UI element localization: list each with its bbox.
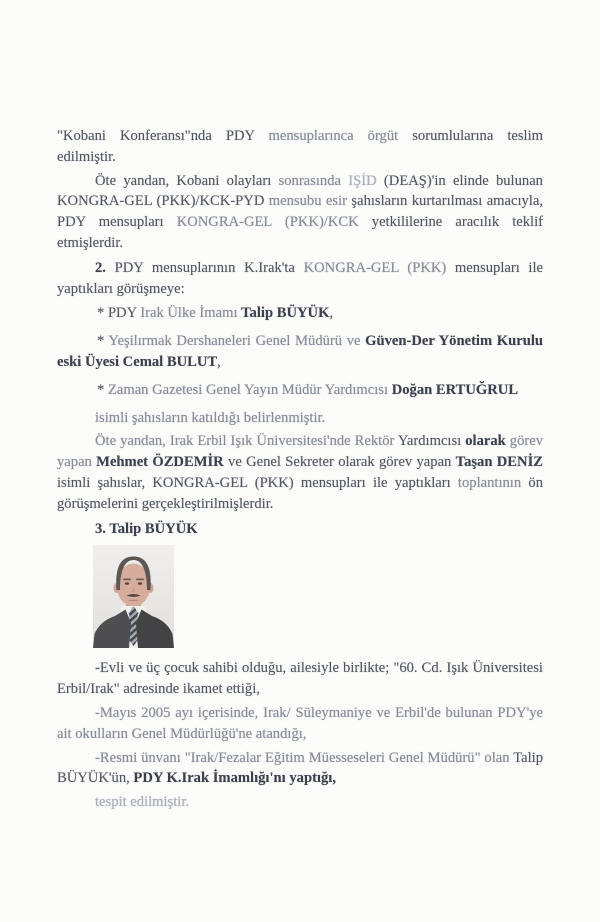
text-run: şahısların kurtarılması amacıyla, PDY mensupları bbox=[57, 193, 544, 231]
text-run: Güven-Der Yönetim Kurulu eski Üyesi Cemal BULUT bbox=[57, 333, 544, 370]
paragraph-participants-identified bbox=[57, 408, 543, 429]
text-run: Talip BÜYÜK'ün, bbox=[57, 749, 543, 787]
heading-item-3-talip-buyuk bbox=[57, 519, 543, 540]
text-run: Irak Ülke İmamı bbox=[140, 305, 242, 322]
text-run: görev yapan bbox=[57, 433, 543, 471]
paragraph-conclusion-tespit bbox=[57, 792, 543, 813]
text-run: * PDY bbox=[97, 305, 141, 322]
text-run: IŞİD bbox=[348, 172, 384, 189]
text-run: Taşan DENİZ bbox=[455, 454, 543, 471]
text-run: 3. Talip BÜYÜK bbox=[95, 520, 198, 537]
text-run: KONGRA-GEL (PKK)/KCK bbox=[176, 214, 372, 231]
paragraph-kobani-handover bbox=[57, 126, 543, 168]
text-run: tespit edilmiştir. bbox=[95, 794, 190, 811]
bullet-item-cemal-bulut bbox=[57, 331, 543, 373]
text-run: PDY K.Irak İmamlığı'nı yaptığı, bbox=[133, 770, 336, 787]
text-run: ve Genel Sekreter olarak görev yapan bbox=[228, 454, 456, 471]
text-run: PDY mensuplarının K.Irak'ta bbox=[114, 259, 304, 276]
text-run: Öte yandan, Kobani olayları bbox=[95, 172, 279, 189]
text-run: mensubu esir bbox=[268, 193, 352, 210]
heading-item-2 bbox=[57, 258, 543, 300]
text-run: 2. bbox=[95, 259, 115, 276]
paragraph-family-residence bbox=[57, 658, 543, 700]
text-run: isimli şahısların katıldığı belirlenmiştir. bbox=[95, 409, 326, 426]
paragraph-ozdemir-deniz-meeting bbox=[57, 431, 543, 514]
text-run: "Kobani Konferansı"nda PDY bbox=[57, 128, 269, 144]
text-run: sorumlularına teslim edilmiştir. bbox=[57, 128, 543, 165]
text-run: -Mayıs 2005 ayı içerisinde, Irak/ Süleymaniye ve Erbil'de bulunan PDY'ye ait okulların Genel Müdürlüğü'ne atandığı, bbox=[57, 704, 543, 742]
bullet-item-dogan-ertugrul bbox=[57, 380, 543, 401]
text-run: Yardımcısı bbox=[397, 433, 466, 450]
text-run: -Resmi ünvanı "Irak/Fezalar Eğitim Müesseseleri Genel Müdürü" olan bbox=[95, 749, 514, 766]
text-run: * bbox=[97, 333, 109, 350]
paragraph-may-2005-appointment bbox=[57, 703, 543, 745]
text-run: Öte yandan, Irak Erbil Işık Üniversitesi'nde Rektör bbox=[95, 433, 398, 450]
text-run: sonrasında bbox=[278, 172, 349, 189]
paragraph-official-title bbox=[57, 748, 543, 790]
text-run: ön görüşmelerini gerçekleştirilmişlerdir. bbox=[57, 474, 543, 512]
text-run: KONGRA-GEL (PKK) bbox=[303, 259, 455, 276]
text-run: Zaman Gazetesi Genel Yayın Müdür Yardımcısı bbox=[107, 381, 392, 398]
text-run: * bbox=[97, 381, 108, 398]
bullet-item-talip-buyuk bbox=[57, 303, 543, 324]
portrait-photo-talip-buyuk bbox=[93, 545, 174, 648]
text-run: toplantının bbox=[457, 474, 529, 491]
text-run: Yeşilırmak Dershaneleri Genel Müdürü ve bbox=[108, 333, 366, 350]
text-run: mensupları ile yaptıkları görüşmeye: bbox=[57, 259, 544, 297]
text-run: olarak bbox=[465, 433, 510, 450]
text-run: , bbox=[329, 305, 334, 322]
text-run: yetkililerine aracılık teklif etmişlerdir. bbox=[57, 214, 544, 251]
text-run: -Evli ve üç çocuk sahibi olduğu, ailesiyle birlikte; "60. Cd. Işık Üniversitesi Erbil/Irak" adresinde ikamet ettiği, bbox=[57, 660, 543, 698]
paragraph-kobani-events-deash bbox=[57, 171, 543, 254]
text-run: mensuplarınca örgüt bbox=[268, 128, 413, 144]
portrait-photo-graphic bbox=[93, 545, 174, 648]
text-run: Mehmet ÖZDEMİR bbox=[96, 454, 229, 471]
text-run: Doğan ERTUĞRUL bbox=[391, 381, 519, 398]
text-run: (DEAŞ)'in elinde bulunan KONGRA-GEL (PKK)/KCK-PYD bbox=[57, 172, 543, 210]
text-run: Talip BÜYÜK bbox=[241, 305, 330, 322]
text-run: isimli şahıslar, KONGRA-GEL (PKK) mensupları ile yaptıkları bbox=[57, 474, 458, 491]
text-run: , bbox=[217, 353, 221, 370]
